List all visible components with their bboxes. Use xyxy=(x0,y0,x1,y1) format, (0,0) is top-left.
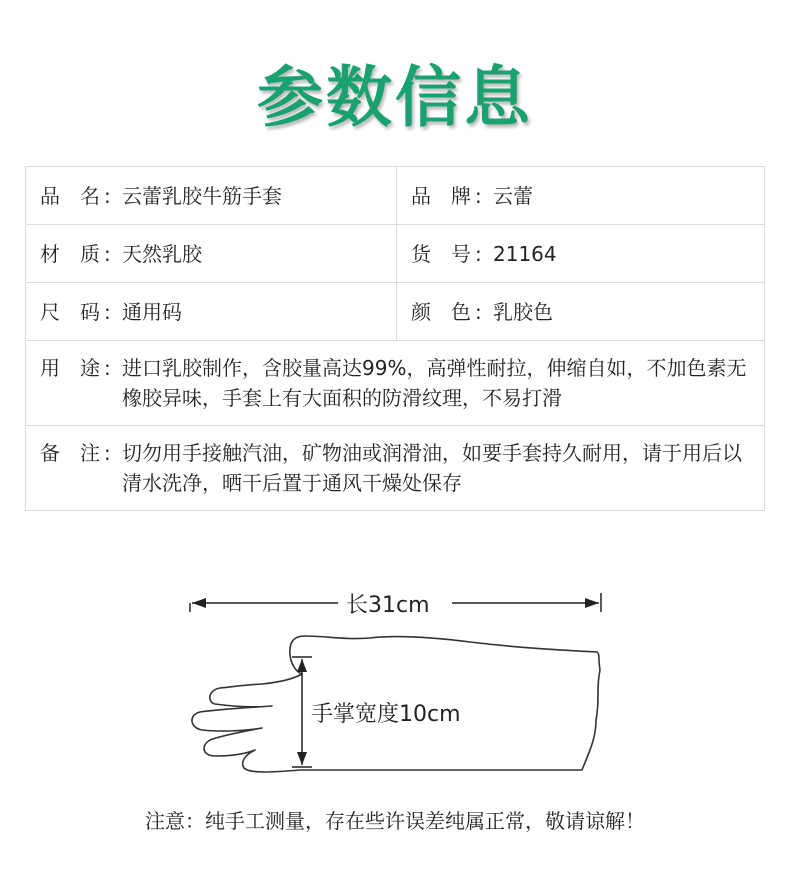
spec-cell-item-no xyxy=(397,225,765,283)
colon: : xyxy=(104,183,111,208)
page-title: 参数信息 xyxy=(257,59,533,136)
spec-label-size: 尺 码 xyxy=(40,299,100,324)
spec-cell-note xyxy=(26,426,765,511)
table-row xyxy=(26,283,765,341)
spec-value-note: 切勿用手接触汽油，矿物油或润滑油，如要手套持久耐用，请于用后以清水洗净，晒干后置于通风干燥处保存 xyxy=(122,441,742,495)
colon: : xyxy=(475,183,482,208)
colon: : xyxy=(104,241,111,266)
table-row xyxy=(26,341,765,426)
spec-cell-material xyxy=(26,225,397,283)
palm-width-label: 手掌宽度10cm xyxy=(311,702,461,727)
spec-cell-size xyxy=(26,283,397,341)
spec-label-name: 品 名 xyxy=(40,183,100,208)
table-row xyxy=(26,225,765,283)
spec-label-brand: 品 牌 xyxy=(411,183,471,208)
footer-note: 注意：纯手工测量，存在些许误差纯属正常，敬请谅解！ xyxy=(145,809,645,833)
colon: : xyxy=(104,299,111,324)
spec-label-item-no: 货 号 xyxy=(411,241,471,266)
length-label: 长31cm xyxy=(346,593,430,618)
colon: : xyxy=(475,299,482,324)
spec-value-brand: 云蕾 xyxy=(493,183,533,208)
spec-value-item-no: 21164 xyxy=(493,241,557,266)
spec-cell-usage xyxy=(26,341,765,426)
spec-value-usage: 进口乳胶制作，含胶量高达99%，高弹性耐拉，伸缩自如，不加色素无橡胶异味，手套上有大面积的防滑纹理，不易打滑 xyxy=(122,356,747,410)
spec-label-color: 颜 色 xyxy=(411,299,471,324)
colon: : xyxy=(104,441,111,465)
spec-cell-brand xyxy=(397,167,765,225)
spec-label-material: 材 质 xyxy=(40,241,100,266)
spec-table xyxy=(25,166,765,511)
spec-label-usage: 用 途 xyxy=(40,356,100,380)
spec-cell-name xyxy=(26,167,397,225)
spec-value-name: 云蕾乳胶牛筋手套 xyxy=(122,183,282,208)
spec-cell-color xyxy=(397,283,765,341)
spec-label-note: 备 注 xyxy=(40,441,100,465)
colon: : xyxy=(475,241,482,266)
colon: : xyxy=(104,356,111,380)
table-row xyxy=(26,426,765,511)
spec-value-material: 天然乳胶 xyxy=(122,241,202,266)
spec-value-size: 通用码 xyxy=(122,299,182,324)
spec-value-color: 乳胶色 xyxy=(493,299,553,324)
palm-width-arrow xyxy=(292,657,312,767)
table-row xyxy=(26,167,765,225)
